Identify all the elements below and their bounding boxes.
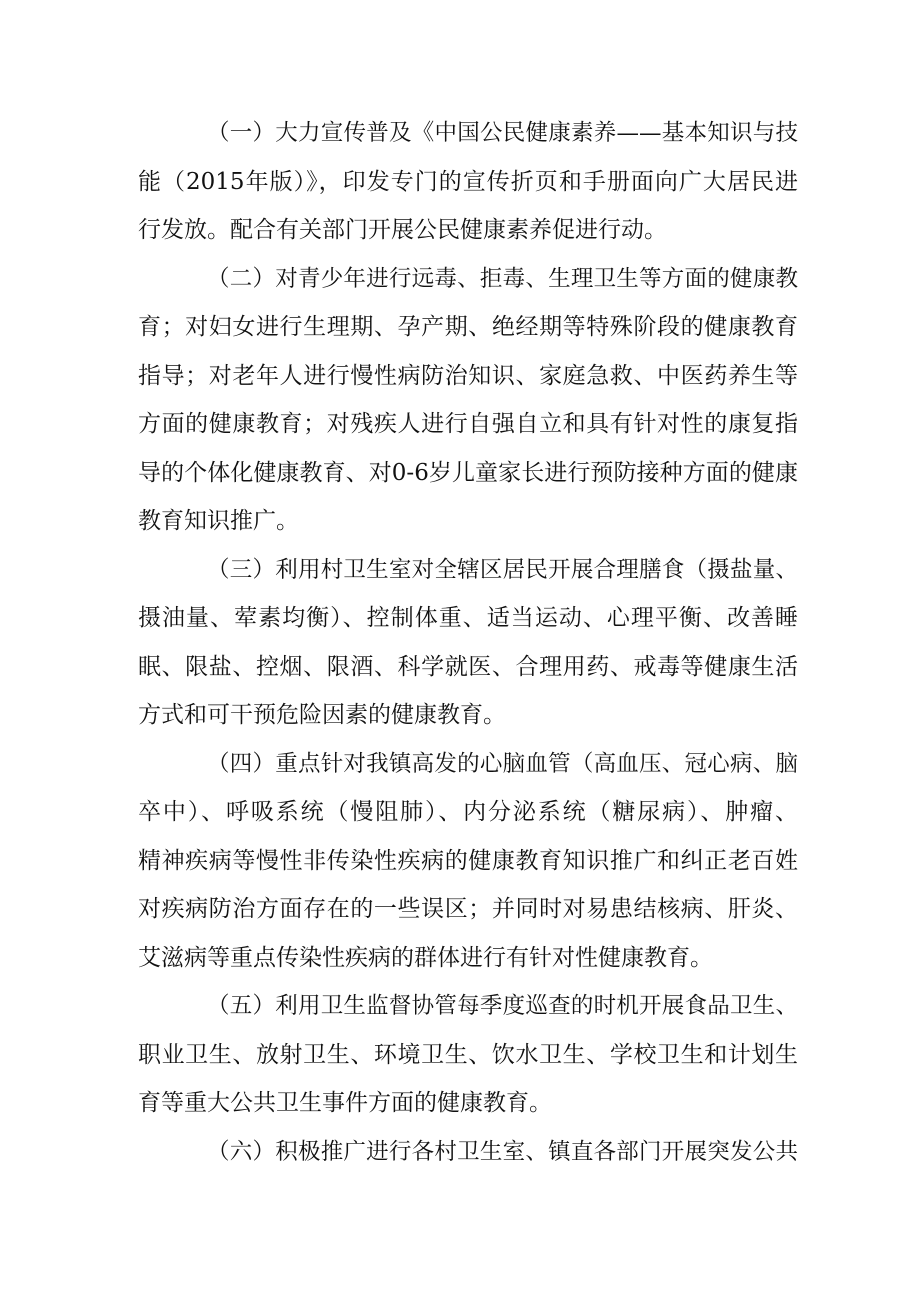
text-line: 对疾病防治方面存在的一些误区；并同时对易患结核病、肝炎、 — [138, 896, 798, 922]
text-line: 育等重大公共卫生事件方面的健康教育。 — [138, 1090, 552, 1116]
text-line: 卒中）、呼吸系统（慢阻肺）、内分泌系统（糖尿病）、肿瘤、 — [138, 799, 798, 825]
text-line: 行发放。配合有关部门开展公民健康素养促进行动。 — [138, 217, 667, 243]
text-line: 眠、限盐、控烟、限酒、科学就医、合理用药、戒毒等健康生活 — [138, 654, 798, 680]
text-line: 能（2015年版）》，印发专门的宣传折页和手册面向广大居民进 — [138, 169, 798, 195]
text-line: 育；对妇女进行生理期、孕产期、绝经期等特殊阶段的健康教育 — [138, 314, 798, 340]
text-line: 摄油量、荤素均衡）、控制体重、适当运动、心理平衡、改善睡 — [138, 605, 798, 631]
text-line: （五）利用卫生监督协管每季度巡查的时机开展食品卫生、 — [207, 993, 798, 1019]
text-line: （一）大力宣传普及《中国公民健康素养——基本知识与技 — [207, 120, 798, 146]
text-line: 精神疾病等慢性非传染性疾病的健康教育知识推广和纠正老百姓 — [138, 848, 798, 874]
text-line: 导的个体化健康教育、对0-6岁儿童家长进行预防接种方面的健康 — [138, 460, 798, 486]
text-line: （三）利用村卫生室对全辖区居民开展合理膳食（摄盐量、 — [207, 557, 798, 583]
text-line: （四）重点针对我镇高发的心脑血管（高血压、冠心病、脑 — [207, 751, 798, 777]
text-line: 指导；对老年人进行慢性病防治知识、家庭急救、中医药养生等 — [138, 363, 798, 389]
text-line: 方面的健康教育；对残疾人进行自强自立和具有针对性的康复指 — [138, 411, 798, 437]
text-line: （二）对青少年进行远毒、拒毒、生理卫生等方面的健康教 — [207, 266, 798, 292]
text-line: 职业卫生、放射卫生、环境卫生、饮水卫生、学校卫生和计划生 — [138, 1042, 798, 1068]
text-line: 艾滋病等重点传染性疾病的群体进行有针对性健康教育。 — [138, 945, 713, 971]
text-line: （六）积极推广进行各村卫生室、镇直各部门开展突发公共 — [207, 1139, 798, 1165]
text-line: 教育知识推广。 — [138, 508, 299, 534]
text-line: 方式和可干预危险因素的健康教育。 — [138, 702, 506, 728]
